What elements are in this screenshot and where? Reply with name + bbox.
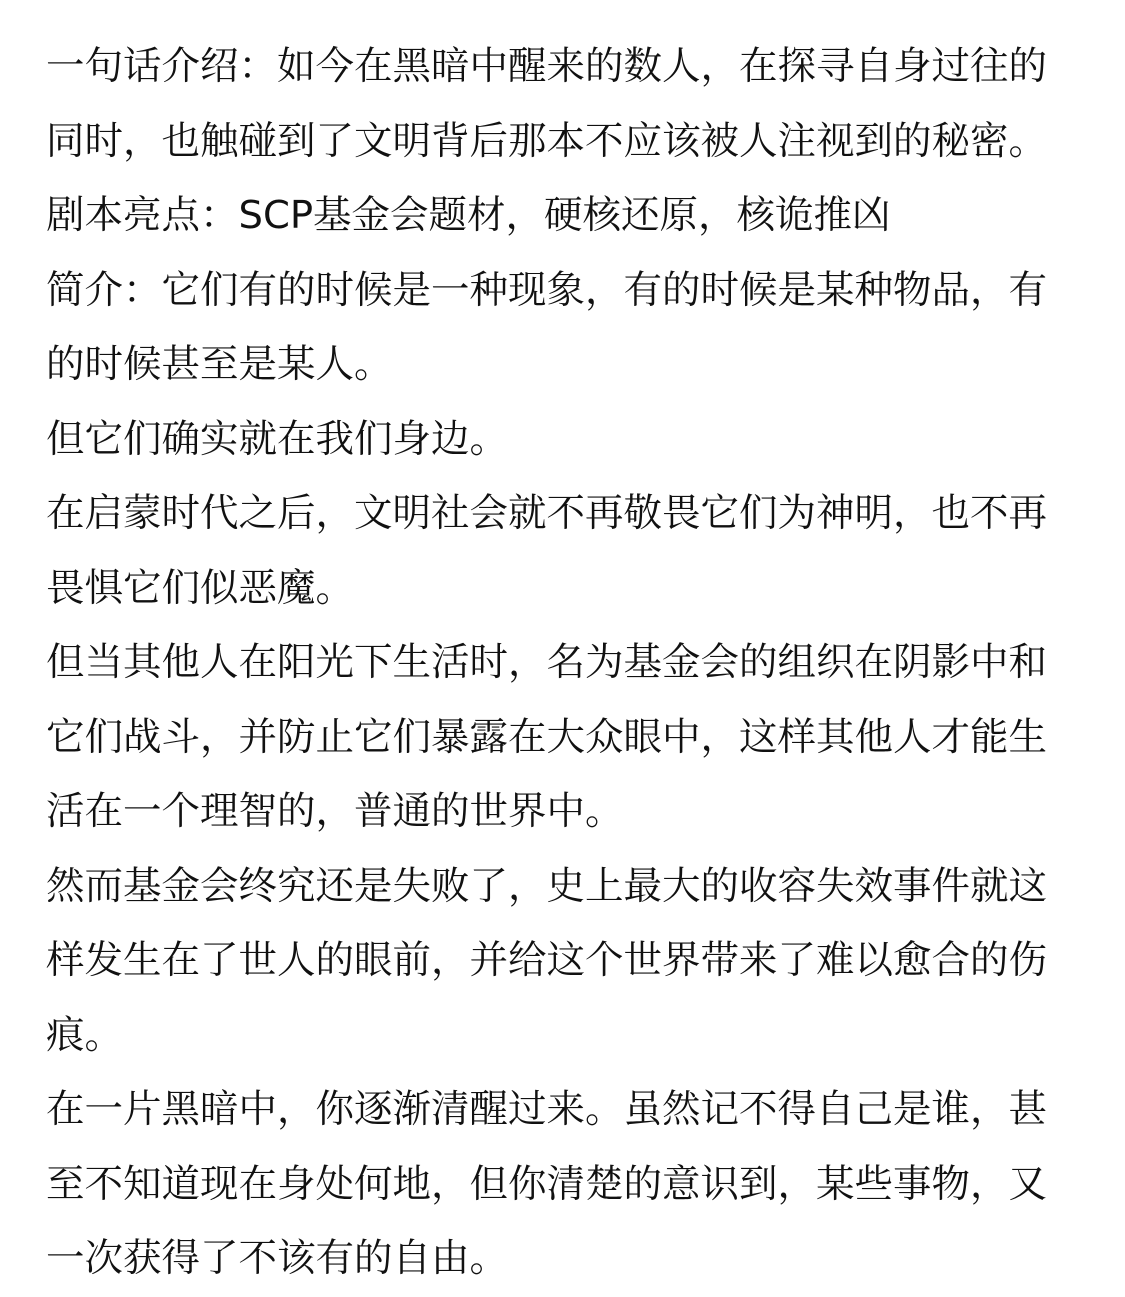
synopsis-paragraph-4: 但当其他人在阳光下生活时，名为基金会的组织在阴影中和它们战斗，并防止它们暴露在大众眼中，这样其他人才能生活在一个理智的，普通的世界中。 <box>46 640 1048 834</box>
document-body <box>46 30 1081 1297</box>
script-highlights-paragraph: 剧本亮点：SCP基金会题材，硬核还原，核诡推凶 <box>46 193 891 238</box>
synopsis-paragraph-2: 但它们确实就在我们身边。 <box>46 416 509 462</box>
synopsis-paragraph: 简介：它们有的时候是一种现象，有的时候是某种物品，有的时候甚至是某人。 <box>46 267 1048 387</box>
synopsis-paragraph-6: 在一片黑暗中，你逐渐清醒过来。虽然记不得自己是谁，甚至不知道现在身处何地，但你清楚的意识到，某些事物，又一次获得了不该有的自由。 <box>46 1087 1048 1281</box>
synopsis-paragraph-3: 在启蒙时代之后，文明社会就不再敬畏它们为神明，也不再畏惧它们似恶魔。 <box>46 491 1048 611</box>
synopsis-paragraph-5: 然而基金会终究还是失败了，史上最大的收容失效事件就这样发生在了世人的眼前，并给这个世界带来了难以愈合的伤痕。 <box>46 863 1048 1058</box>
intro-one-line-paragraph: 一句话介绍：如今在黑暗中醒来的数人，在探寻自身过往的同时，也触碰到了文明背后那本不应该被人注视到的秘密。 <box>46 44 1048 164</box>
